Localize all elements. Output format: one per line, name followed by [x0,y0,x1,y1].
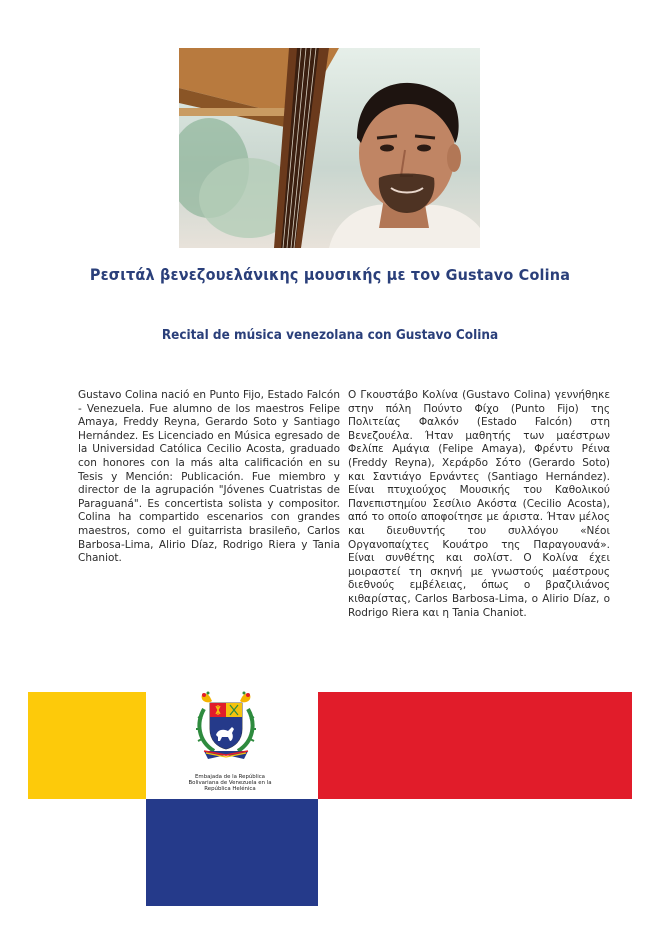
embassy-line-2: Bolivariana de Venezuela en la [188,780,272,787]
flag-blue-block [146,799,318,906]
bio-greek: Ο Γκουστάβο Κολίνα (Gustavo Colina) γεννήθηκε στην πόλη Πούντο Φίχο (Punto Fijo) της Πολιτείας Φαλκόν (Estado Falcón) στη Βενεζουέλα. Ήταν μαθητής των μαέστρων Φελίπε Αμάγια (Felipe Amaya), Φρέντυ Ρέινα (Freddy Reyna), Χεράρδο Σότο (Gerardo Soto) και Σαντιάγο Ερνάντες (Santiago Hernández). Είναι πτυχιούχος Μουσικής του Καθολικού Πανεπιστημίου Σεσίλιο Ακόστα (Cecilio Acosta), από το οποίο αποφοίτησε με άριστα. Ήταν μέλος και διευθυντής του συλλόγου «Νέοι Οργανοπαίχτες Κουάτρο της Παραγουανά». Είναι συνθέτης και σολίστ. Ο Κολίνα έχει μοιραστεί τη σκηνή με γνωστούς μαέστρους διεθνούς εμβέλειας, όπως ο βραζιλιάνος κιθαρίστας, Carlos Barbosa-Lima, ο Alirio Díaz, ο Rodrigo Riera και η Tania Chaniot. [348,389,610,619]
flag-yellow-block [28,692,146,799]
flag-red-block [318,692,632,799]
bio-spanish: Gustavo Colina nació en Punto Fijo, Estado Falcón - Venezuela. Fue alumno de los maestros Felipe Amaya, Freddy Reyna, Gerardo Soto y Santiago Hernández. Es Licenciado en Música egresado de la Universidad Católica Cecilio Acosta, graduado con honores con la más alta calificación en su Tesis y Mención: Publicación. Fue miembro y director de la agrupación "Jóvenes Cuatristas de Paraguaná". Es concertista solista y compositor. Colina ha compartido escenarios con grandes maestros, como el guitarrista brasileño, Carlos Barbosa-Lima, Alirio Díaz, Rodrigo Riera y Tania Chaniot. [78,389,340,565]
venezuela-coat-of-arms-icon [190,689,262,765]
embassy-caption [170,774,290,793]
title-spanish: Recital de música venezolana con Gustavo Colina [161,328,499,343]
title-greek: Ρεσιτάλ βενεζουελάνικης μουσικής με τον Gustavo Colina [89,266,571,284]
embassy-line-1: Embajada de la República [195,774,265,780]
artist-photo [179,48,480,248]
embassy-line-3: República Helénica [204,786,256,793]
artist-photo-illustration [179,48,480,248]
